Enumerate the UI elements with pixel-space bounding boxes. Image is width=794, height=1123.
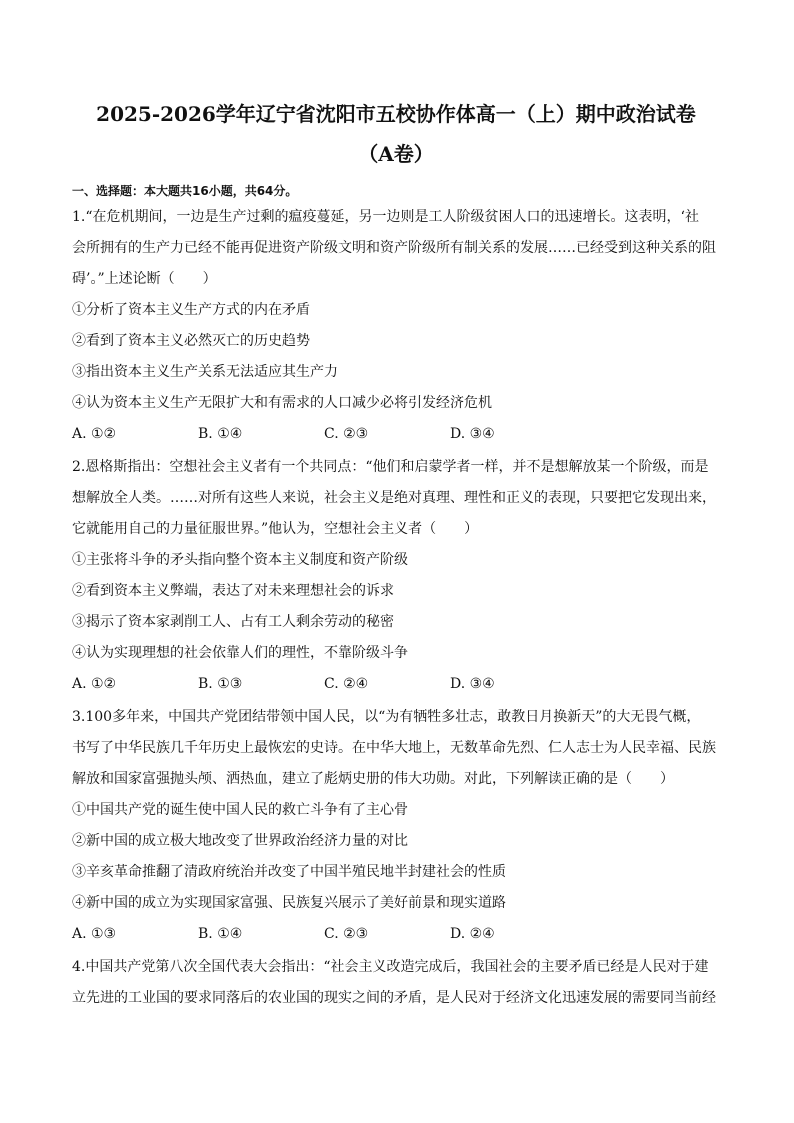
- choice-a: A. ①③: [72, 926, 117, 942]
- statement-option: ③指出资本主义生产关系无法适应其生产力: [72, 364, 338, 380]
- question-1: [72, 202, 720, 450]
- stem-line: 想解放全人类。……对所有这些人来说，社会主义是绝对真理、理性和正义的表现，只要把它发现出来，: [72, 490, 716, 506]
- answer-choices: [72, 919, 720, 950]
- statement-option: ③辛亥革命推翻了清政府统治并改变了中国半殖民地半封建社会的性质: [72, 864, 506, 880]
- choice-b: B. ①④: [198, 426, 243, 442]
- statement-option: ①主张将斗争的矛头指向整个资本主义制度和资产阶级: [72, 552, 408, 568]
- question-2: [72, 452, 720, 700]
- stem-line: 碍’。”上述论断（ ）: [72, 271, 217, 287]
- choice-b: B. ①④: [198, 926, 243, 942]
- choice-c: C. ②④: [324, 676, 369, 692]
- choice-c: C. ②③: [324, 426, 369, 442]
- stem-line: 解放和国家富强抛头颅、洒热血，建立了彪炳史册的伟大功勋。对此，下列解读正确的是（ ）: [72, 771, 674, 787]
- choice-d: D. ③④: [450, 676, 495, 692]
- choice-a: A. ①②: [72, 426, 117, 442]
- answer-choices: [72, 669, 720, 700]
- statement-option: ①中国共产党的诞生使中国人民的救亡斗争有了主心骨: [72, 802, 408, 818]
- stem-line: 会所拥有的生产力已经不能再促进资产阶级文明和资产阶级所有制关系的发展……已经受到这种关系的阻: [72, 240, 716, 256]
- exam-paper: [72, 100, 720, 1014]
- stem-line: 书写了中华民族几千年历史上最恢宏的史诗。在中华大地上，无数革命先烈、仁人志士为人民幸福、民族: [72, 740, 716, 756]
- stem-line: 1.“在危机期间，一边是生产过剩的瘟疫蔓延，另一边则是工人阶级贫困人口的迅速增长。这表明，‘社: [72, 209, 699, 225]
- section-heading: 一、选择题：本大题共16小题，共64分。: [72, 184, 298, 198]
- stem-line: 它就能用自己的力量征服世界。”他认为，空想社会主义者（ ）: [72, 521, 479, 537]
- answer-choices: [72, 419, 720, 450]
- question-stem: [72, 202, 720, 295]
- choice-d: D. ②④: [450, 926, 495, 942]
- choice-b: B. ①③: [198, 676, 243, 692]
- question-stem: [72, 452, 720, 545]
- statement-option: ②新中国的成立极大地改变了世界政治经济力量的对比: [72, 833, 408, 849]
- stem-line: 立先进的工业国的要求同落后的农业国的现实之间的矛盾，是人民对于经济文化迅速发展的需要同当前经: [72, 990, 716, 1006]
- statement-option: ④认为资本主义生产无限扩大和有需求的人口减少必将引发经济危机: [72, 395, 492, 411]
- question-4: [72, 952, 720, 1014]
- stem-line: 4.中国共产党第八次全国代表大会指出：“社会主义改造完成后，我国社会的主要矛盾已经是人民对于建: [72, 959, 709, 975]
- choice-c: C. ②③: [324, 926, 369, 942]
- stem-line: 3.100多年来，中国共产党团结带领中国人民，以“为有牺牲多壮志，敢教日月换新天”的大无畏气概，: [72, 709, 701, 725]
- exam-title: 2025-2026学年辽宁省沈阳市五校协作体高一（上）期中政治试卷: [96, 102, 696, 126]
- exam-subtitle: （A卷）: [358, 142, 434, 166]
- choice-a: A. ①②: [72, 676, 117, 692]
- stem-line: 2.恩格斯指出：空想社会主义者有一个共同点：“他们和启蒙学者一样，并不是想解放某一个阶级，而是: [72, 459, 709, 475]
- choice-d: D. ③④: [450, 426, 495, 442]
- statement-option: ④认为实现理想的社会依靠人们的理性，不靠阶级斗争: [72, 645, 408, 661]
- statement-option: ④新中国的成立为实现国家富强、民族复兴展示了美好前景和现实道路: [72, 895, 506, 911]
- question-stem: [72, 702, 720, 795]
- question-stem: [72, 952, 720, 1014]
- statement-option: ②看到资本主义弊端，表达了对未来理想社会的诉求: [72, 583, 394, 599]
- question-3: [72, 702, 720, 950]
- statement-option: ③揭示了资本家剥削工人、占有工人剩余劳动的秘密: [72, 614, 394, 630]
- statement-option: ②看到了资本主义必然灭亡的历史趋势: [72, 333, 310, 349]
- statement-option: ①分析了资本主义生产方式的内在矛盾: [72, 302, 310, 318]
